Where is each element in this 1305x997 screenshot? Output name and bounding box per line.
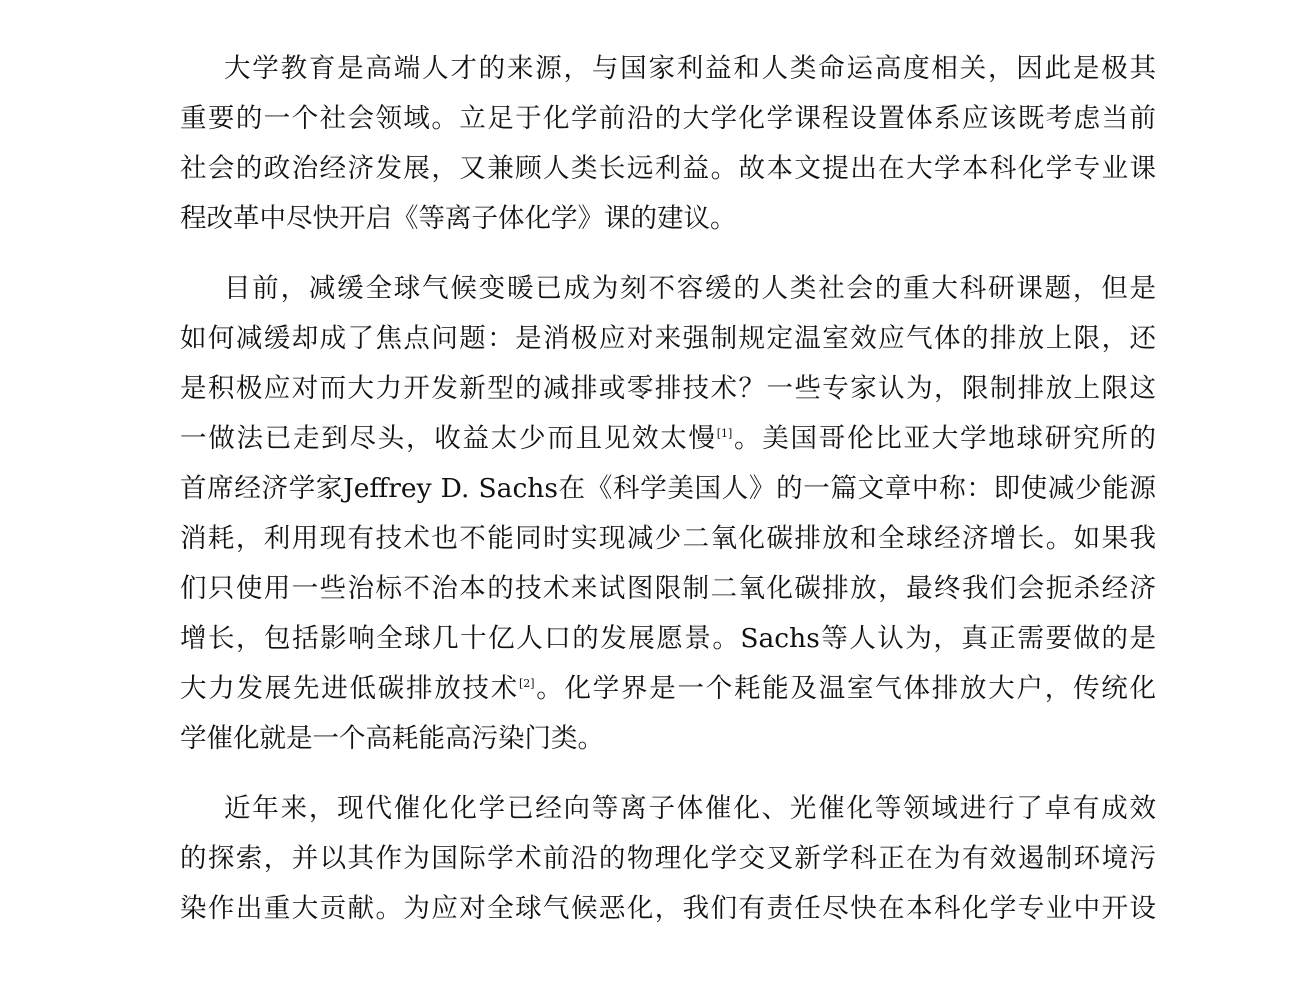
- text-line: 是积极应对而大力开发新型的减排或零排技术？一些专家认为，限制排放上限这: [180, 373, 1156, 404]
- paragraph-1: [180, 44, 1156, 244]
- text-line: 们只使用一些治标不治本的技术来试图限制二氧化碳排放，最终我们会扼杀经济: [180, 573, 1156, 604]
- text-line: 染作出重大贡献。为应对全球气候恶化，我们有责任尽快在本科化学专业中开设: [180, 893, 1156, 924]
- text-segment: 大力发展先进低碳排放技术: [180, 673, 519, 704]
- paragraph-3: [180, 784, 1156, 934]
- text-line: 大学教育是高端人才的来源，与国家利益和人类命运高度相关，因此是极其: [224, 53, 1156, 84]
- text-segment: 。化学界是一个耗能及温室气体排放大户，传统化: [534, 673, 1157, 704]
- paragraph-2: [180, 264, 1156, 764]
- text-line: 的探索，并以其作为国际学术前沿的物理化学交叉新学科正在为有效遏制环境污: [180, 843, 1156, 874]
- text-line: 首席经济学家Jeffrey D. Sachs在《科学美国人》的一篇文章中称：即使减少能源: [180, 473, 1156, 504]
- text-segment: 一做法已走到尽头，收益太少而且见效太慢: [180, 423, 717, 454]
- text-line: 社会的政治经济发展，又兼顾人类长远利益。故本文提出在大学本科化学专业课: [180, 153, 1156, 184]
- text-line: 近年来，现代催化化学已经向等离子体催化、光催化等领域进行了卓有成效: [224, 793, 1156, 824]
- document-page: [180, 44, 1156, 934]
- text-line: 学催化就是一个高耗能高污染门类。: [180, 723, 604, 754]
- text-line: [180, 664, 1156, 714]
- text-line: 如何减缓却成了焦点问题：是消极应对来强制规定温室效应气体的排放上限，还: [180, 323, 1156, 354]
- text-line: 目前，减缓全球气候变暖已成为刻不容缓的人类社会的重大科研课题，但是: [224, 273, 1156, 304]
- text-line: 程改革中尽快开启《等离子体化学》课的建议。: [180, 203, 737, 234]
- citation-ref-2: [2]: [518, 677, 535, 690]
- text-line: [180, 414, 1156, 464]
- text-line: 重要的一个社会领域。立足于化学前沿的大学化学课程设置体系应该既考虑当前: [180, 103, 1156, 134]
- citation-ref-1: [1]: [716, 427, 733, 440]
- text-line: 消耗，利用现有技术也不能同时实现减少二氧化碳排放和全球经济增长。如果我: [180, 523, 1156, 554]
- text-line: 增长，包括影响全球几十亿人口的发展愿景。Sachs等人认为，真正需要做的是: [180, 623, 1156, 654]
- text-segment: 。美国哥伦比亚大学地球研究所的: [732, 423, 1157, 454]
